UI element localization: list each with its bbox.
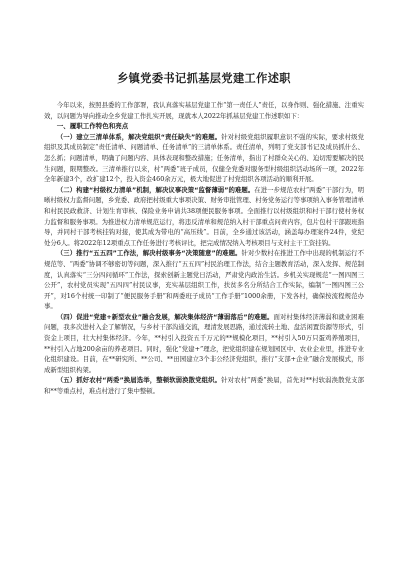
item-lead: （四）促进“党建+新型农业”融合发展，解决集体经济“薄弱落后”的难题。 — [56, 312, 274, 321]
item-body: 针对少数村在推进工作中出现的机制运行不规范等、“两委”协调不够密切等问题，深入推行“五五四”村民治理工作法，结合主题教育活动，深入发挥、规范制度，认真落实“三分四问循环”工作法，探索创新主题党日活动，严肃党内政治生活。乡机关实现规范“一图四图三公开”，农村党员实现“五四四”村民议事，充实基层组织工作，扶贫多名分所结合工作实际，编制“一图四图三公开”，对16个村统一印制了“便民服务手册”和两委班子成员“工作手册”1000余册，下发各村，确保按流程规范办事。 — [44, 249, 364, 311]
intro-paragraph: 今年以来，按照县委的工作部署，我认真落实基层党建工作“第一责任人”责任，以身作则、强化措施、注重实效，以问题为导向推动全乡党建工作扎实开展，现就本人2022年抓基层党建工作述职如下： — [44, 101, 364, 120]
item-paragraph — [44, 312, 364, 376]
item-lead: （五）抓好农村“两委”换届选举，整顿软弱涣散党组织。 — [56, 376, 222, 385]
item-paragraph — [44, 248, 364, 312]
item-body: 针对农村“两委”换届，首先对**村软弱涣散党支部和**等重点村，难点村进行了集中整顿。 — [44, 376, 364, 396]
item-paragraph — [44, 132, 364, 185]
item-lead: （二）构建“村级权力清单”机制，解决议事决策“监督薄弱”的难题。 — [56, 185, 255, 194]
item-body: 面对村集体经济薄弱和就业困难问题，我多次进村入企了解情况，与乡村干部沟通交流，理清发展思路，通过流转土地、盘活闲置资源等形式，引资金上项目，壮大村集体经济。今年，**村引入投资五千万元的**规模化项目，**村引入50万只蛋鸡养殖项目，**村引入占地200余亩的养老项目。同时，强化“党建+”理念，把党组织建在规划园区中、农业企业里，推进专业化组织建设。目前，在**研究所、**公司、**田园建立3个非公经济党组织，推行“支部+企业”融合发展模式，形成新型组织构架。 — [44, 312, 364, 374]
item-body: 在进一步规范农村“两委”干部行为，明晰村级权力监督问题，乡党委、政府把村级重大事项决策、财务审批管理、村务党务运行等事项纳入事务管理清单和村民民政救济、计划生育审核、保险业务申请共38项便民服务事项。全面推行以村级组织和村干部行使村务权力监督和服务事项。为推进权力清单规范运行，将违反清单和规范纳入村干部重点问责内容，包片包村干部跟班指导，并同村干部考核挂钩对接，使其成为带电的“高压线”。目前，全乡通过该活动，涵盖每办理案件24件，党纪处分6人。将2022年12项重点工作任务进行考核评比，把完成情况纳入考核项目与支村主干工资挂钩。 — [44, 185, 364, 247]
item-paragraph — [44, 185, 364, 249]
item-lead: （三）推行“五五四”工作法，解决村级事务“决策随意”的难题。 — [56, 249, 242, 258]
section-heading: 一、履职工作特色和亮点 — [56, 122, 129, 131]
item-lead: （一）建立三清单体系，解决党组织“责任缺失”的难题。 — [56, 132, 222, 141]
item-paragraph — [44, 375, 364, 396]
item-body: 针对村级党组织履职意识不强的实际，要求村级党组织及其成员制定“责任清单、问题清单、任务清单”的三清单体系。责任清单，列明了党支部书记及成员抓什么、怎么抓；问题清单，明确了问题内容、具体表现和整改措施；任务清单，指出了村群众关心的、迫切需要解决的民生问题，限期整改。三清单推行以来，村“两委”班子成员，仅健全党委对服务型村级组织活动场所一项，2022年全年新建3个，改扩建12个，投入资金460余万元，极大地促进了村党组织各项活动的顺利开展。 — [44, 132, 365, 184]
document-title: 乡镇党委书记抓基层党建工作述职 — [117, 72, 291, 85]
